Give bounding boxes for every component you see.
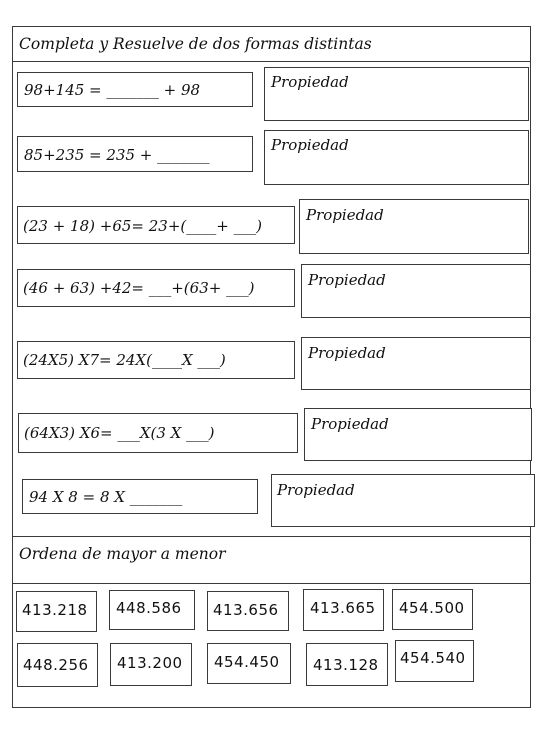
number-box[interactable] <box>109 590 195 630</box>
exercise-3-text: (23 + 18) +65= 23+(____+ ___) <box>23 217 262 235</box>
property-2-label: Propiedad <box>271 136 349 154</box>
number-value: 454.540 <box>400 649 466 667</box>
number-value: 413.200 <box>117 654 183 672</box>
number-box[interactable] <box>303 589 384 631</box>
number-value: 454.450 <box>214 653 280 671</box>
number-value: 448.256 <box>23 656 89 674</box>
exercise-6-box[interactable] <box>18 413 298 453</box>
property-3-label: Propiedad <box>306 206 384 224</box>
number-value: 413.665 <box>310 599 376 617</box>
exercise-2-box[interactable] <box>17 136 253 172</box>
property-5-box[interactable] <box>301 337 531 390</box>
property-7-label: Propiedad <box>277 481 355 499</box>
number-value: 413.128 <box>313 656 379 674</box>
property-3-box[interactable] <box>299 199 529 254</box>
order-title-box <box>12 536 531 584</box>
number-value: 448.586 <box>116 599 182 617</box>
exercise-3-box[interactable] <box>17 206 295 244</box>
order-title: Ordena de mayor a menor <box>19 545 226 563</box>
property-2-box[interactable] <box>264 130 529 185</box>
exercise-1-text: 98+145 = _______ + 98 <box>24 81 201 99</box>
exercise-4-text: (46 + 63) +42= ___+(63+ ___) <box>23 279 255 297</box>
title-box <box>12 26 531 62</box>
exercise-5-box[interactable] <box>17 341 295 379</box>
property-4-box[interactable] <box>301 264 531 318</box>
exercise-2-text: 85+235 = 235 + _______ <box>24 146 210 164</box>
property-6-box[interactable] <box>304 408 532 461</box>
number-box[interactable] <box>306 643 388 686</box>
number-box[interactable] <box>392 589 473 630</box>
property-1-box[interactable] <box>264 67 529 121</box>
number-value: 413.218 <box>22 601 88 619</box>
number-box[interactable] <box>395 640 474 682</box>
exercise-4-box[interactable] <box>17 269 295 307</box>
number-box[interactable] <box>16 591 97 632</box>
worksheet-title: Completa y Resuelve de dos formas distintas <box>19 35 372 53</box>
property-1-label: Propiedad <box>271 73 349 91</box>
property-7-box[interactable] <box>271 474 535 527</box>
exercise-5-text: (24X5) X7= 24X(____X ___) <box>23 351 226 369</box>
exercise-7-box[interactable] <box>22 479 258 514</box>
exercise-7-text: 94 X 8 = 8 X _______ <box>29 488 183 506</box>
property-5-label: Propiedad <box>308 344 386 362</box>
property-6-label: Propiedad <box>311 415 389 433</box>
exercise-1-box[interactable] <box>17 72 253 107</box>
exercise-6-text: (64X3) X6= ___X(3 X ___) <box>24 424 215 442</box>
number-value: 454.500 <box>399 599 465 617</box>
number-box[interactable] <box>207 591 289 631</box>
number-value: 413.656 <box>213 601 279 619</box>
number-box[interactable] <box>17 643 98 687</box>
number-box[interactable] <box>110 643 192 686</box>
number-box[interactable] <box>207 643 291 684</box>
property-4-label: Propiedad <box>308 271 386 289</box>
